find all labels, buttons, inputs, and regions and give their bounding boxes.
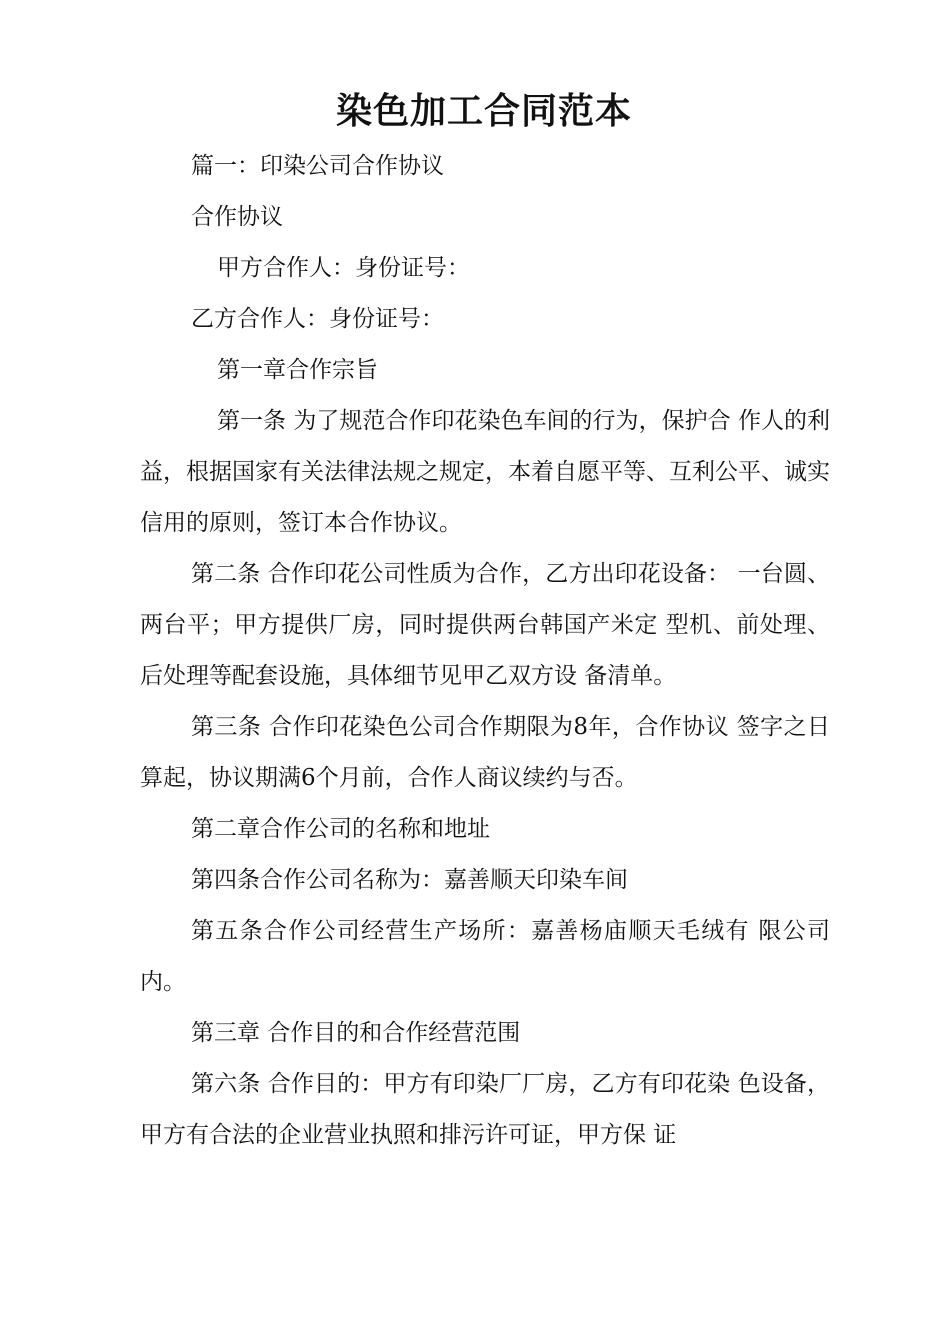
paragraph-section-heading: 篇一：印染公司合作协议 — [191, 153, 444, 179]
paragraph-chapter-1: 第一章合作宗旨 — [217, 357, 378, 383]
paragraph-article-5: 第五条合作公司经营生产场所：嘉善杨庙顺天毛绒有 限公司内。 — [140, 918, 830, 995]
paragraph-party-a: 甲方合作人：身份证号： — [217, 255, 470, 281]
paragraph-chapter-3: 第三章 合作目的和合作经营范围 — [191, 1020, 521, 1046]
paragraph-chapter-2: 第二章合作公司的名称和地址 — [191, 816, 490, 842]
document-title: 染色加工合同范本 — [335, 91, 632, 132]
paragraph-agreement-heading: 合作协议 — [191, 204, 283, 230]
document-body — [140, 141, 830, 1161]
paragraph-article-4: 第四条合作公司名称为：嘉善顺天印染车间 — [191, 867, 628, 893]
paragraph-article-2: 第二条 合作印花公司性质为合作，乙方出印花设备： 一台圆、两台平；甲方提供厂房，同时提供两台韩国产米定 型机、前处理、后处理等配套设施，具体细节见甲乙双方设 备清单。 — [140, 561, 830, 689]
paragraph-article-6: 第六条 合作目的：甲方有印染厂厂房，乙方有印花染 色设备，甲方有合法的企业营业执照和排污许可证，甲方保 证 — [140, 1071, 830, 1148]
paragraph-article-3: 第三条 合作印花染色公司合作期限为8年，合作协议 签字之日算起，协议期满6个月前，合作人商议续约与否。 — [140, 714, 830, 791]
paragraph-article-1: 第一条 为了规范合作印花染色车间的行为，保护合 作人的利益，根据国家有关法律法规之规定，本着自愿平等、互利公平、诚实信用的原则，签订本合作协议。 — [140, 408, 830, 536]
paragraph-party-b: 乙方合作人：身份证号： — [191, 306, 444, 332]
